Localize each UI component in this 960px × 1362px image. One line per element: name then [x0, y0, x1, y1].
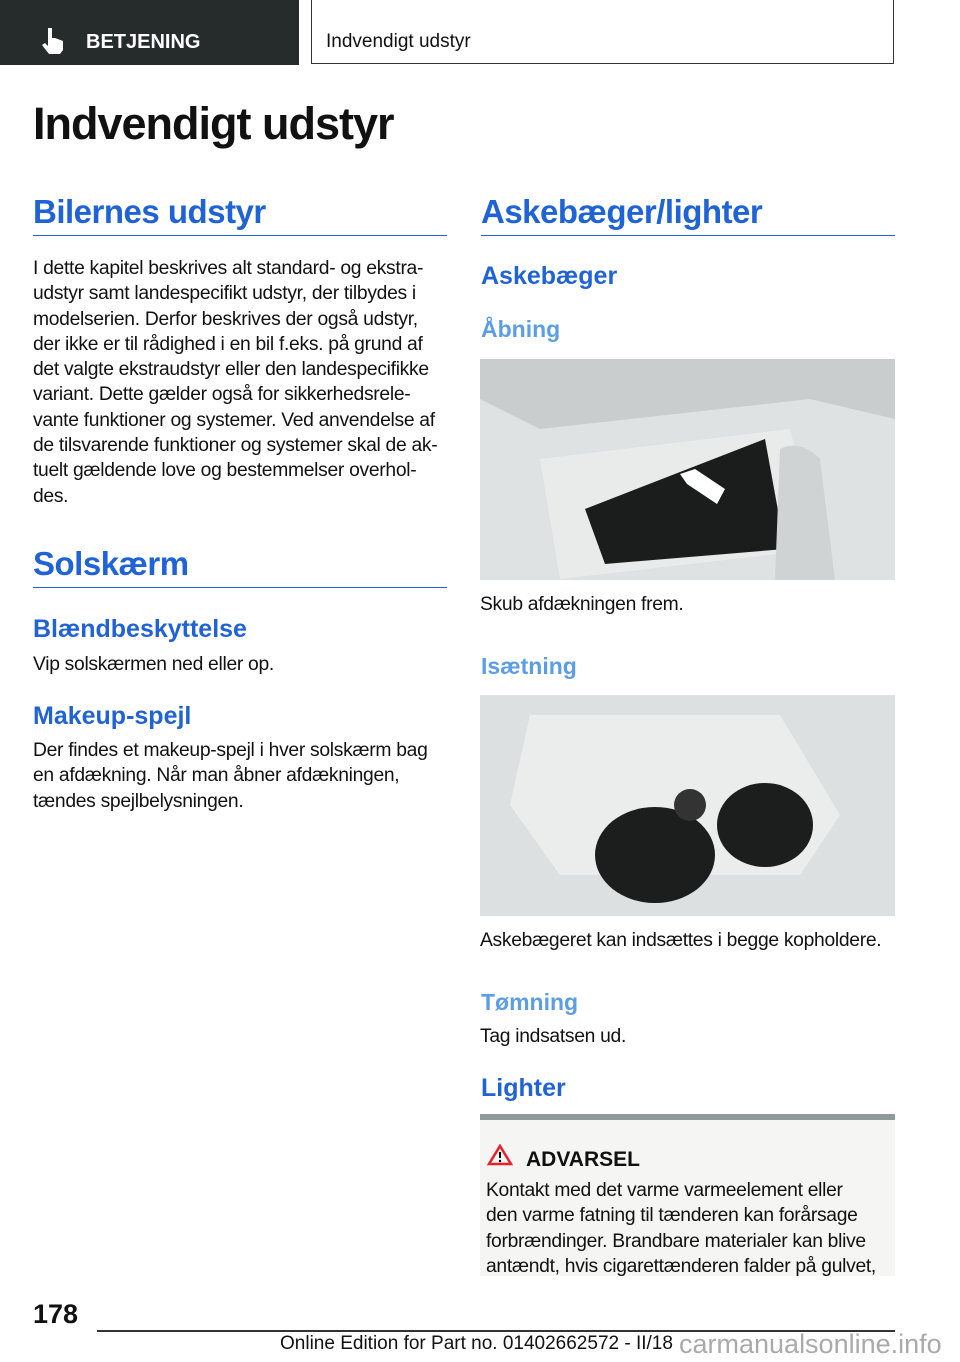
warning-text: Kontakt med det varme varmeelement eller den varme fatning til tænderen kan forårsage forbrændinger. Brandbare materialer kan blive antændt, hvis cigarettænderen falder på gulvet, — [486, 1180, 876, 1277]
section-label: BETJENING — [86, 31, 201, 53]
heading-ashtray-lighter: Askebæger/lighter — [481, 193, 895, 236]
cupholder-image — [480, 695, 895, 916]
heading-mirror: Makeup-spejl — [33, 702, 192, 730]
mirror-text: Der findes et makeup-spejl i hver solskærm bag en afdækning. Når man åbner afdækningen, tændes spejlbelysningen. — [33, 740, 428, 812]
warning-triangle-icon — [487, 1144, 513, 1166]
heading-lighter: Lighter — [481, 1074, 566, 1102]
insert-caption: Askebægeret kan indsættes i begge kopholdere. — [480, 930, 882, 951]
heading-equipment: Bilernes udstyr — [33, 193, 447, 236]
glare-text: Vip solskærmen ned eller op. — [33, 654, 274, 675]
section-tab — [0, 0, 299, 65]
watermark: carmanualsonline.info — [679, 1329, 942, 1359]
page-number: 178 — [33, 1299, 79, 1329]
warning-title: ADVARSEL — [526, 1148, 640, 1171]
page-title: Indvendigt udstyr — [33, 98, 394, 149]
hand-pointer-icon — [40, 26, 66, 54]
heading-sunvisor: Solskærm — [33, 545, 447, 588]
equipment-text: I dette kapitel beskrives alt standard- og ekstra- udstyr samt landespecifikt udstyr, der tilbydes i modelserien. Derfor beskrives der også udstyr, der ikke er til rådighed i en bil f.eks. på grund af det valgte ekstraudstyr eller den landespecifikke variant. Dette gælder også for sikkerhedsrele- vante funktioner og systemer. Ved anvendelse af de tilsvarende funktioner og systemer skal de ak- tuelt gældende love og bestemmelser overhol- des. — [33, 258, 438, 507]
heading-glare: Blændbeskyttelse — [33, 615, 247, 643]
edition-text: Online Edition for Part no. 01402662572 - II/18 — [280, 1333, 673, 1354]
heading-insert: Isætning — [481, 653, 577, 679]
emptying-text: Tag indsatsen ud. — [480, 1026, 627, 1047]
warning-box — [480, 1114, 895, 1276]
breadcrumb-text: Indvendigt udstyr — [326, 31, 471, 52]
opening-caption: Skub afdækningen frem. — [480, 594, 684, 615]
breadcrumb — [311, 0, 894, 64]
ashtray-opening-image — [480, 359, 895, 580]
heading-emptying: Tømning — [481, 989, 579, 1015]
heading-ashtray: Askebæger — [481, 262, 618, 290]
heading-opening: Åbning — [481, 316, 561, 342]
